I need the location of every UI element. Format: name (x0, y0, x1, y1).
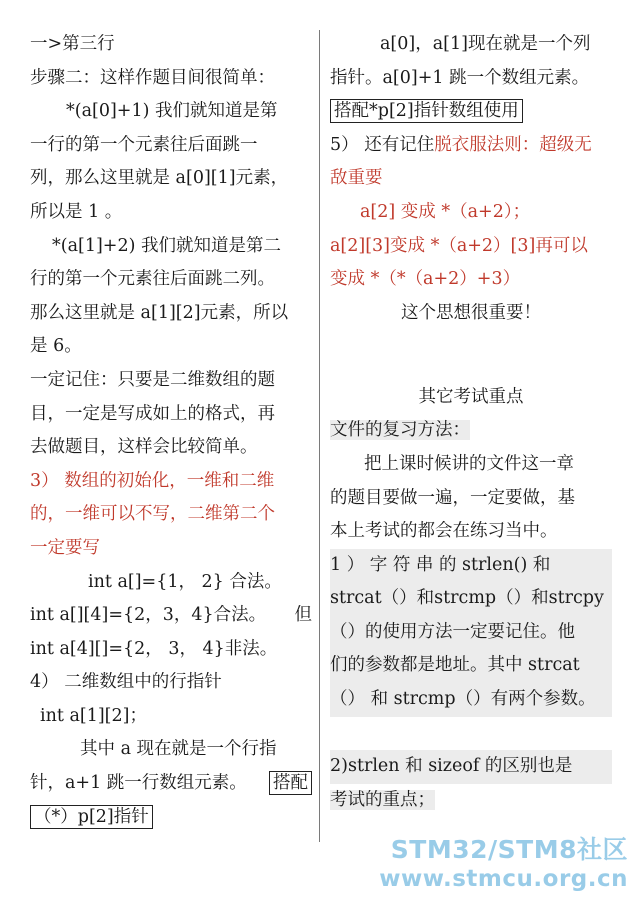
text-line: 一>第三行 (30, 34, 115, 54)
shaded-line: 1 ） 字 符 串 的 strlen() 和 (330, 549, 612, 583)
text-line: 指针。a[0]+1 跳一个数组元素。 (330, 67, 590, 88)
text-line: 那么这里就是 a[1][2]元素，所以 (30, 302, 289, 323)
left-column (30, 28, 312, 834)
shaded-heading: 文件的复习方法： (330, 420, 470, 441)
text-line: 一行的第一个元素往后面跳一 (30, 134, 258, 155)
emphasis-red: 脱衣服法则：超级无 (434, 134, 592, 155)
section-title: 其它考试重点 (418, 386, 524, 407)
text-span: 5） 还有记住 (330, 134, 435, 155)
text-line (330, 129, 612, 163)
emphasis-red: a[2] 变成 *（a+2）； (360, 201, 531, 222)
right-column (330, 28, 612, 817)
shaded-line: 2)strlen 和 sizeof 的区别也是 (330, 750, 612, 784)
shaded-line: （） 和 strcmp（）有两个参数。 (330, 683, 612, 717)
shaded-line: strcat（）和strcmp（）和strcpy (330, 582, 612, 616)
text-line: 本上考试的都会在练习当中。 (330, 521, 558, 542)
text-line: 目，一定是写成如上的格式，再 (30, 403, 275, 424)
emphasis-red: a[2][3]变成 *（a+2）[3]再可以 (330, 235, 588, 256)
watermark-url: www.stmcu.org.cn (379, 866, 628, 892)
text-line: 去做题目，这样会比较简单。 (30, 437, 258, 458)
site-watermark (379, 835, 628, 893)
section-heading-red: 一定要写 (30, 537, 100, 558)
code-line (30, 599, 312, 633)
code-line: int a[1][2]； (40, 705, 147, 726)
text-line: 其中 a 现在就是一个行指 (80, 739, 277, 760)
shaded-line: （）的使用方法一定要记住。他 (330, 616, 612, 650)
emphasis-red: 变成 *（*（a+2）+3） (330, 269, 521, 290)
shaded-text: 考试的重点； (330, 789, 435, 810)
text-line: 行的第一个元素往后面跳二列。 (30, 269, 275, 290)
text-line: *(a[0]+1) 我们就知道是第 (66, 101, 278, 122)
text-line: 所以是 1 。 (30, 201, 123, 222)
text-line: 把上课时候讲的文件这一章 (364, 453, 574, 474)
text-line: 这个思想很重要！ (401, 302, 541, 323)
code-line: int a[]={1， 2} 合法。 (88, 571, 282, 592)
text-span: 针，a+1 跳一行数组元素。 (30, 773, 247, 794)
text-line (330, 784, 612, 818)
text-line: 列，那么这里就是 a[0][1]元素， (30, 168, 289, 189)
boxed-term: 搭配*p[2]指针数组使用 (330, 99, 523, 123)
text-line: 步骤二：这样作题目间很简单： (30, 67, 275, 88)
blank-line (330, 330, 612, 364)
boxed-term: （*）p[2]指针 (30, 805, 153, 829)
text-line (30, 767, 312, 801)
text-line: *(a[1]+2) 我们就知道是第二 (52, 235, 281, 256)
text-line: 是 6。 (30, 336, 82, 357)
watermark-title: STM32/STM8社区 (390, 835, 628, 864)
text-line: 4） 二维数组中的行指针 (30, 672, 222, 693)
emphasis-red: 敌重要 (330, 168, 383, 189)
code-text: 但 (294, 605, 312, 626)
column-divider (319, 30, 320, 842)
section-heading-red: 的，一维可以不写，二维第二个 (30, 504, 275, 525)
text-line (330, 414, 612, 448)
code-text: int a[][4]={2，3，4}合法。 (30, 605, 267, 626)
text-line (330, 95, 612, 129)
shaded-line: 们的参数都是地址。其中 strcat (330, 649, 612, 683)
boxed-term: 搭配 (269, 771, 312, 795)
text-line: 的题目要做一遍，一定要做，基 (330, 487, 575, 508)
text-line (30, 801, 312, 835)
blank-line (330, 364, 612, 381)
text-line: 一定记住：只要是二维数组的题 (30, 369, 275, 390)
code-line: int a[4][]={2， 3， 4}非法。 (30, 638, 278, 659)
text-line: a[0]，a[1]现在就是一个列 (380, 34, 591, 54)
section-heading-red: 3） 数组的初始化，一维和二维 (30, 470, 275, 491)
blank-line (330, 717, 612, 751)
